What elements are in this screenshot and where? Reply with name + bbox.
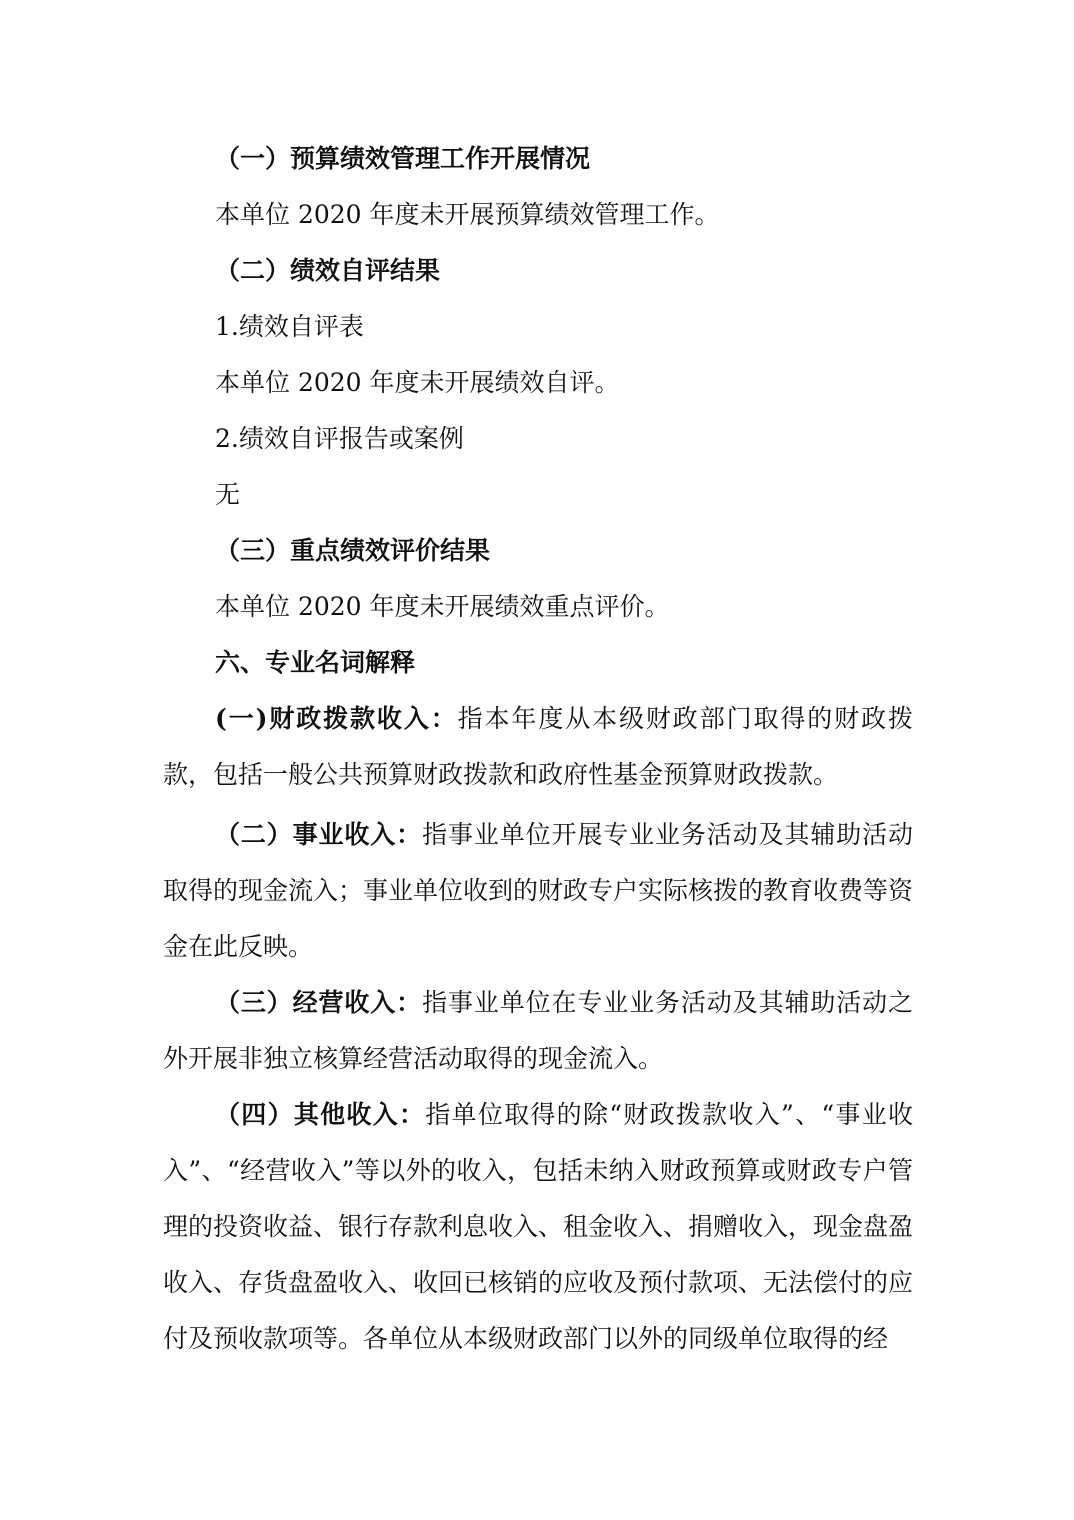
glossary-term-title: （三）经营收入： — [215, 988, 423, 1017]
section-heading-performance-management: （一）预算绩效管理工作开展情况 — [215, 144, 591, 173]
glossary-term-business-income — [163, 807, 913, 975]
glossary-term-title: （二）事业收入： — [215, 820, 423, 849]
glossary-term-definition: 指本年度从本级财政部门取得的财政拨款，包括一般公共预算财政拨款和政府性基金预算财政拨款。 — [163, 704, 913, 789]
glossary-term-definition: 指事业单位开展专业业务活动及其辅助活动取得的现金流入；事业单位收到的财政专户实际核拨的教育收费等资金在此反映。 — [163, 820, 914, 961]
section-heading-self-evaluation: （二）绩效自评结果 — [215, 256, 441, 285]
section-text-key-evaluation: 本单位 2020 年度未开展绩效重点评价。 — [215, 592, 670, 621]
glossary-term-title: （四）其他收入： — [215, 1100, 426, 1129]
item-text-self-evaluation-table: 本单位 2020 年度未开展绩效自评。 — [215, 368, 620, 397]
section-heading-key-evaluation: （三）重点绩效评价结果 — [215, 536, 491, 565]
item-label-self-evaluation-report: 2.绩效自评报告或案例 — [215, 424, 464, 453]
glossary-term-definition: 指事业单位在专业业务活动及其辅助活动之外开展非独立核算经营活动取得的现金流入。 — [163, 988, 913, 1073]
section-text-performance-management: 本单位 2020 年度未开展预算绩效管理工作。 — [215, 200, 720, 229]
item-text-self-evaluation-report: 无 — [215, 480, 241, 509]
glossary-term-other-income — [163, 1087, 913, 1367]
glossary-term-definition: 指单位取得的除“财政拨款收入”、“事业收入”、“经营收入”等以外的收入，包括未纳入财政预算或财政专户管理的投资收益、银行存款利息收入、租金收入、捐赠收入，现金盘盈收入、存货盘盈收入、收回已核销的应收及预付款项、无法偿付的应付及预收款项等。各单位从本级财政部门以外的同级单位取得的经 — [163, 1100, 914, 1353]
glossary-term-title: (一)财政拨款收入： — [215, 704, 458, 733]
glossary-term-operating-income — [163, 975, 913, 1087]
item-label-self-evaluation-table: 1.绩效自评表 — [215, 312, 364, 341]
section-heading-glossary: 六、专业名词解释 — [215, 648, 416, 677]
glossary-term-fiscal-appropriation — [163, 691, 913, 803]
